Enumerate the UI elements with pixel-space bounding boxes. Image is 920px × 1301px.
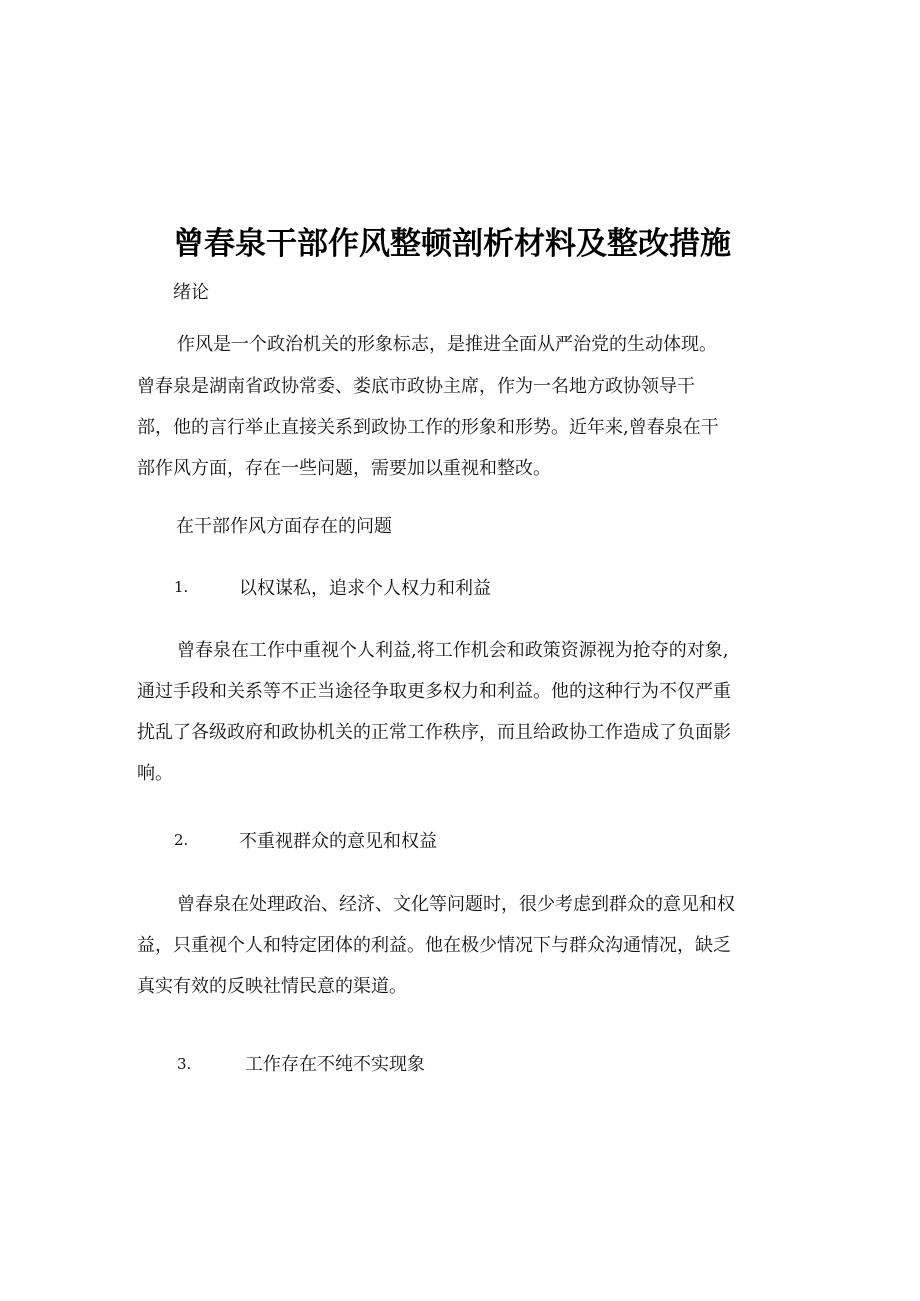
paragraph-line: 曾春泉是湖南省政协常委、娄底市政协主席，作为一名地方政协领导干 [137,376,695,397]
paragraph-line: 部作风方面，存在一些问题，需要加以重视和整改。 [137,458,551,479]
section-heading: 在干部作风方面存在的问题 [176,516,392,537]
paragraph-line: 曾春泉在工作中重视个人利益,将工作机会和政策资源视为抢夺的对象, [177,640,729,661]
list-number: 1. [174,578,189,596]
list-number: 3. [177,1055,192,1073]
document-title: 曾春泉干部作风整顿剖析材料及整改措施 [173,226,731,262]
list-item-title: 工作存在不纯不实现象 [245,1054,425,1075]
intro-paragraph [137,322,719,488]
paragraph-line: 扰乱了各级政府和政协机关的正常工作秩序，而且给政协工作造成了负面影 [137,722,731,743]
paragraph-line: 曾春泉在处理政治、经济、文化等问题时，很少考虑到群众的意见和权 [177,894,735,915]
paragraph-line: 响。 [137,763,173,784]
paragraph-line: 部，他的言行举止直接关系到政协工作的形象和形势。近年来,曾春泉在干 [137,417,719,438]
list-item-title: 以权谋私，追求个人权力和利益 [239,578,491,599]
list-number: 2. [174,831,189,849]
paragraph-line: 作风是一个政治机关的形象标志，是推进全面从严治党的生动体现。 [177,334,717,355]
list-item-title: 不重视群众的意见和权益 [239,831,437,852]
intro-heading: 绪论 [173,282,209,303]
paragraph-line: 真实有效的反映社情民意的渠道。 [137,976,407,997]
paragraph-line: 通过手段和关系等不正当途径争取更多权力和利益。他的这种行为不仅严重 [137,681,731,702]
item-paragraph [137,630,731,794]
paragraph-line: 益，只重视个人和特定团体的利益。他在极少情况下与群众沟通情况，缺乏 [137,935,731,956]
item-paragraph [137,884,735,1007]
